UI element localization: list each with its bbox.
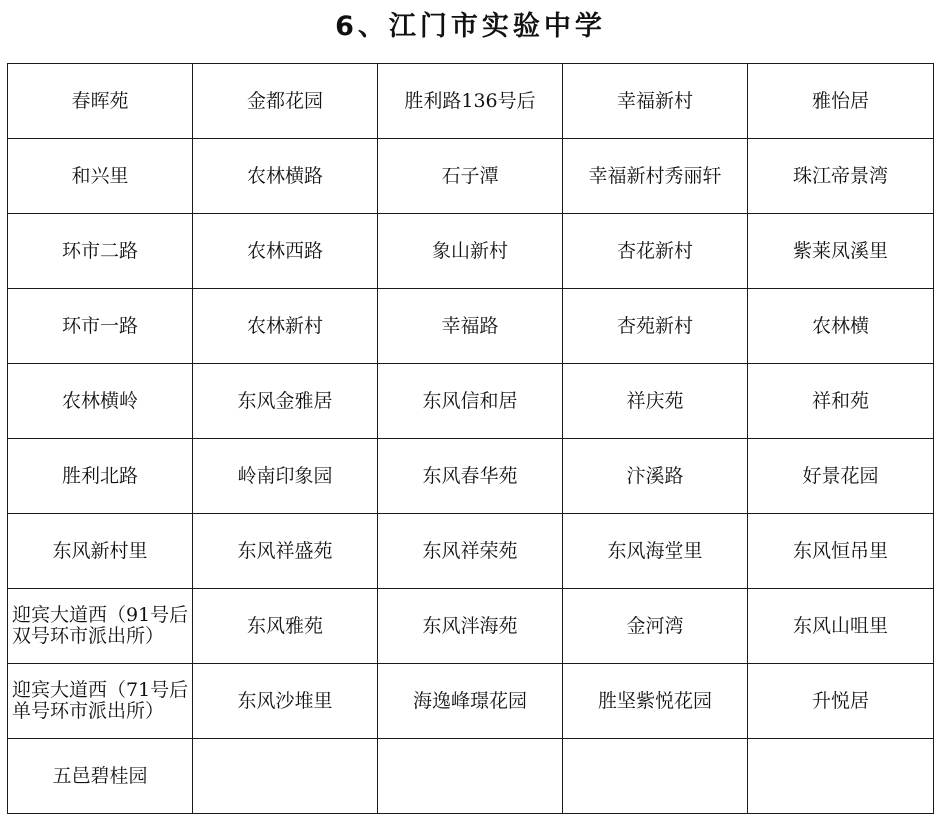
table-cell: 杏苑新村 [563, 289, 748, 364]
table-row [8, 289, 934, 364]
table-row [8, 64, 934, 139]
table-cell: 环市一路 [8, 289, 193, 364]
table-cell: 石子潭 [378, 139, 563, 214]
table-row [8, 664, 934, 739]
table-cell: 雅怡居 [748, 64, 934, 139]
table-cell: 珠江帝景湾 [748, 139, 934, 214]
table-cell: 东风祥盛苑 [193, 514, 378, 589]
table-cell: 海逸峰璟花园 [378, 664, 563, 739]
table-cell: 岭南印象园 [193, 439, 378, 514]
table-cell-empty [193, 739, 378, 814]
table-cell: 五邑碧桂园 [8, 739, 193, 814]
table-cell: 东风沙堆里 [193, 664, 378, 739]
table-cell-empty [563, 739, 748, 814]
table-cell: 迎宾大道西（71号后单号环市派出所） [8, 664, 193, 739]
table-cell: 好景花园 [748, 439, 934, 514]
table-cell: 东风海堂里 [563, 514, 748, 589]
table-cell: 迎宾大道西（91号后双号环市派出所） [8, 589, 193, 664]
catchment-table [7, 63, 934, 814]
table-cell: 胜利路136号后 [378, 64, 563, 139]
table-cell: 农林新村 [193, 289, 378, 364]
table-row [8, 364, 934, 439]
table-cell: 升悦居 [748, 664, 934, 739]
table-cell: 农林横路 [193, 139, 378, 214]
table-cell: 金河湾 [563, 589, 748, 664]
table-cell: 东风金雅居 [193, 364, 378, 439]
table-cell: 汴溪路 [563, 439, 748, 514]
table-cell: 东风雅苑 [193, 589, 378, 664]
table-cell: 东风信和居 [378, 364, 563, 439]
table-cell: 农林横 [748, 289, 934, 364]
table-row [8, 739, 934, 814]
table-cell: 东风恒吊里 [748, 514, 934, 589]
table-cell: 胜坚紫悦花园 [563, 664, 748, 739]
table-cell: 幸福新村秀丽轩 [563, 139, 748, 214]
table-cell: 金都花园 [193, 64, 378, 139]
page-title: 6、江门市实验中学 [335, 11, 606, 42]
table-row [8, 214, 934, 289]
table-cell: 象山新村 [378, 214, 563, 289]
table-cell: 胜利北路 [8, 439, 193, 514]
table-cell: 东风泮海苑 [378, 589, 563, 664]
table-row [8, 514, 934, 589]
table-cell: 祥庆苑 [563, 364, 748, 439]
table-cell: 祥和苑 [748, 364, 934, 439]
table-row [8, 139, 934, 214]
table-cell: 东风春华苑 [378, 439, 563, 514]
table-cell: 东风新村里 [8, 514, 193, 589]
table-cell: 农林横岭 [8, 364, 193, 439]
table-cell: 环市二路 [8, 214, 193, 289]
table-cell: 幸福新村 [563, 64, 748, 139]
table-cell: 春晖苑 [8, 64, 193, 139]
table-cell: 和兴里 [8, 139, 193, 214]
table-cell: 东风祥荣苑 [378, 514, 563, 589]
table-cell: 幸福路 [378, 289, 563, 364]
table-cell: 杏花新村 [563, 214, 748, 289]
table-cell: 东风山咀里 [748, 589, 934, 664]
table-cell: 农林西路 [193, 214, 378, 289]
table-cell-empty [378, 739, 563, 814]
table-row [8, 439, 934, 514]
table-row [8, 589, 934, 664]
table-cell: 紫莱凤溪里 [748, 214, 934, 289]
table-cell-empty [748, 739, 934, 814]
